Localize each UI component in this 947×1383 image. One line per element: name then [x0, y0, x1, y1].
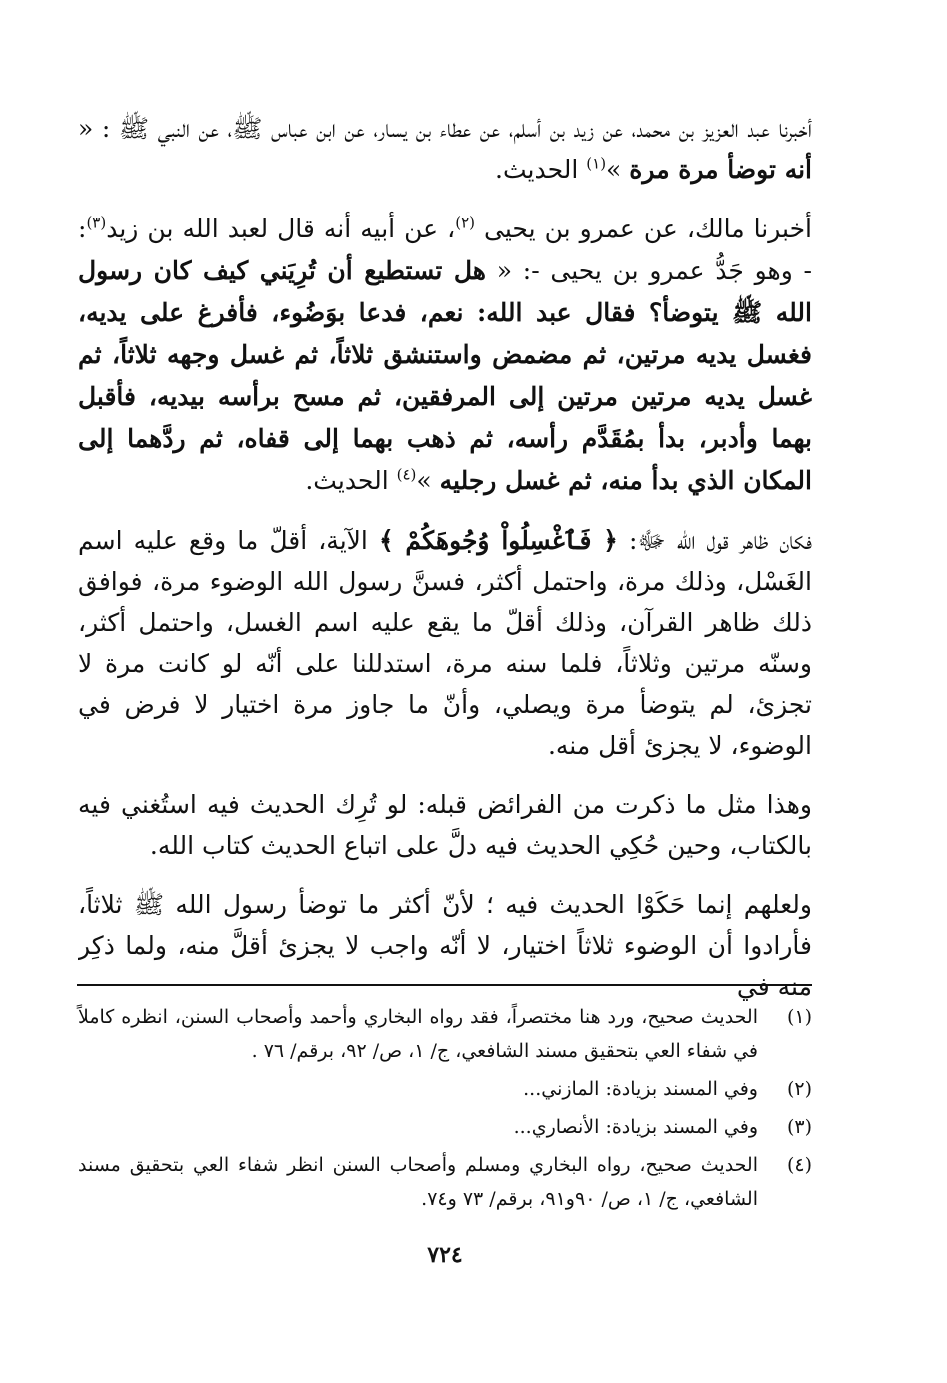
paragraph-2-end: الحديث.	[305, 466, 397, 495]
paragraph-3	[78, 520, 812, 766]
footnotes	[78, 1000, 812, 1220]
paragraph-2-text-c: : - وهو جَدُّ عمرو بن يحيى -: «	[78, 214, 812, 285]
page-number: ٧٢٤	[427, 1242, 463, 1268]
paragraph-1	[78, 108, 812, 190]
footnote-text: الحديث صحيح، رواه البخاري ومسلم وأصحاب السنن انظر شفاء العي بتحقيق مسند الشافعي، ج/ ١، ص/ ٩٠و٩١، برقم/ ٧٣ و٧٤.	[78, 1154, 758, 1210]
footnote-3	[78, 1110, 812, 1144]
footnote-number: (٣)	[786, 1116, 812, 1138]
paragraph-5: ولعلهم إنما حَكَوْا الحديث فيه ؛ لأنّ أكثر ما توضأ رسول الله ﷺ ثلاثاً، فأرادوا أن الوضوء ثلاثاً اختيار، لا أنّه واجب لا يجزئ أقلَّ منه، ولما ذكِر منه في	[78, 890, 812, 1001]
quran-verse: ﴿ فَٱغْسِلُواْ وُجُوهَكُمْ ﴾	[378, 526, 618, 555]
paragraph-2-text: أخبرنا مالك، عن عمرو بن يحيى	[475, 214, 812, 243]
quote-close: »	[416, 466, 440, 495]
footnote-text: وفي المسند بزيادة: الأنصاري...	[513, 1116, 758, 1138]
paragraph-2-text-b: ، عن أبيه أنه قال لعبد الله بن زيد	[106, 214, 456, 243]
footnote-4	[78, 1148, 812, 1216]
footnote-divider	[77, 984, 812, 986]
footnote-2	[78, 1072, 812, 1106]
footnote-number: (١)	[786, 1006, 812, 1028]
footnote-1	[78, 1000, 812, 1068]
footnote-number: (٤)	[786, 1154, 812, 1176]
paragraph-1-end: الحديث.	[495, 155, 587, 184]
footnote-number: (٢)	[786, 1078, 812, 1100]
quote-close: »	[606, 155, 630, 184]
footnote-ref-3[interactable]: (٣)	[86, 213, 107, 232]
footnote-ref-2[interactable]: (٢)	[455, 213, 475, 232]
page-body	[78, 108, 812, 1338]
hadith-quote-2: هل تستطيع أن تُرِيَني كيف كان رسول الله ﷺ يتوضأ؟ فقال عبد الله: نعم، فدعا بوَضُوء، فأفرغ على يديه، فغسل يديه مرتين، ثم مضمض واستنشق ثلاثاً، ثم غسل وجهه ثلاثاً، ثم غسل يديه مرتين مرتين إلى المرفقين، ثم مسح برأسه بيديه، فأقبل بهما وأدبر، بدأ بمُقَدَّم رأسه، ثم ذهب بهما إلى قفاه، ثم ردَّهما إلى المكان الذي بدأ منه، ثم غسل رجليه	[78, 256, 812, 495]
paragraph-1-text: أخبرنا عبد العزيز بن محمد، عن زيد بن أسلم، عن عطاء بن يسار، عن ابن عباس ﷺ، عن النبي ﷺ : «	[78, 114, 812, 143]
paragraph-3-text-b: الآية، أقلّ ما وقع عليه اسم الغَسْل، وذلك مرة، واحتمل أكثر، فسنَّ رسول الله الوضوء مرة، فوافق ذلك ظاهر القرآن، وذلك أقلّ ما يقع عليه اسم الغسل، واحتمل أكثر، وسنّه مرتين وثلاثاً، فلما سنه مرة، استدللنا على أنّه لو كانت مرة لا تجزئ، لم يتوضأ مرة ويصلي، وأنّ ما جاوز مرة اختيار لا فرض في الوضوء، لا يجزئ أقل منه.	[78, 526, 812, 760]
footnote-ref-4[interactable]: (٤)	[396, 465, 417, 484]
footnote-text: الحديث صحيح، ورد هنا مختصراً، فقد رواه البخاري وأحمد وأصحاب السنن، انظره كاملاً في شفاء العي بتحقيق مسند الشافعي، ج/ ١، ص/ ٩٢، برقم/ ٧٦ .	[78, 1006, 758, 1062]
paragraph-4: وهذا مثل ما ذكرت من الفرائض قبله: لو تُرِك الحديث فيه استُغني فيه بالكتاب، وحين حُكِي الحديث فيه دلَّ على اتباع الحديث كتاب الله.	[78, 790, 812, 860]
footnote-text: وفي المسند بزيادة: المازني...	[523, 1078, 758, 1100]
footnote-ref-1[interactable]: (١)	[586, 154, 607, 173]
paragraph-3-text: فكان ظاهر قول الله ﷻ:	[617, 526, 812, 555]
hadith-quote-1: أنه توضأ مرة مرة	[629, 155, 812, 184]
paragraph-2	[78, 208, 812, 502]
